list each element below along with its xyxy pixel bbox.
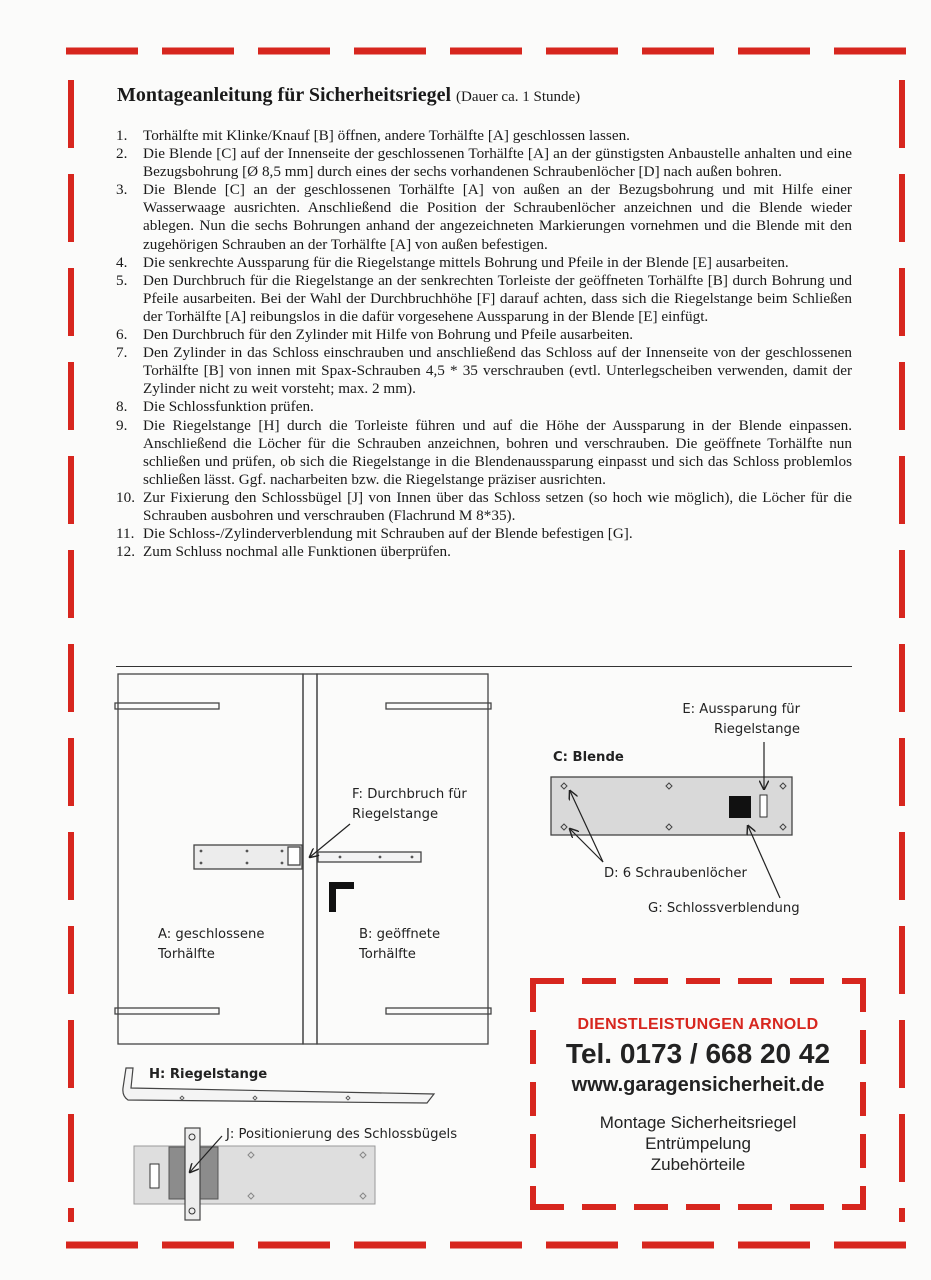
step-4: 4. Die senkrechte Aussparung für die Riegelstange mittels Bohrung und Pfeile in der Blende [E] ausarbeiten. bbox=[116, 253, 789, 271]
ad-services bbox=[530, 1112, 866, 1175]
step-10: 10. Zur Fixierung den Schlossbügel [J] von Innen über das Schloss setzen (so hoch wie möglich), die Löcher für die Schrauben ausbohren und verschrauben (Flachrund M 8*35). bbox=[116, 488, 852, 524]
label-schlossverblendung-g: G: Schlossverblendung bbox=[648, 901, 800, 916]
label-schlossbuegel-j: J: Positionierung des Schlossbügels bbox=[226, 1127, 458, 1142]
title-duration: (Dauer ca. 1 Stunde) bbox=[456, 89, 581, 105]
step-5: 5. Den Durchbruch für die Riegelstange an der senkrechten Torleiste der geöffneten Torhälfte [B] durch Bohrung und Pfeile ausarbeiten. Bei der Wahl der Durchbruchhöhe [F] darauf achten, dass sich die Riegelstange beim Schließen der Torhälfte [A] reibungslos in die dafür vorgesehene Aussparung in der Blende [E] einfügt. bbox=[116, 271, 852, 325]
step-11: 11. Die Schloss-/Zylinderverblendung mit Schrauben auf der Blende befestigen [G]. bbox=[116, 525, 633, 543]
ad-service-3: Zubehörteile bbox=[650, 1155, 746, 1174]
ad-service-2: Entrümpelung bbox=[645, 1134, 751, 1153]
ad-company-name: DIENSTLEISTUNGEN ARNOLD bbox=[577, 1016, 819, 1033]
step-12: 12. Zum Schluss nochmal alle Funktionen überprüfen. bbox=[116, 543, 451, 561]
step-2: 2. Die Blende [C] auf der Innenseite der geschlossenen Torhälfte [A] an der günstigsten Anbaustelle anhalten und eine Bezugsbohrung [Ø 8,5 mm] durch eines der sechs vorhandenen Schraubenlöcher [D] nach außen bohren. bbox=[116, 145, 852, 181]
step-1: 1. Torhälfte mit Klinke/Knauf [B] öffnen, andere Torhälfte [A] geschlossen lassen. bbox=[116, 127, 630, 144]
step-8: 8. Die Schlossfunktion prüfen. bbox=[116, 398, 314, 416]
schlossbuegel-bar bbox=[185, 1128, 200, 1220]
ad-service-1: Montage Sicherheitsriegel bbox=[599, 1113, 797, 1132]
label-schraubenloecher-d: D: 6 Schraubenlöcher bbox=[604, 866, 747, 881]
label-door-a: A: geschlossene Torhälfte bbox=[158, 927, 265, 962]
step-7: 7. Den Zylinder in das Schloss einschrauben und anschließend das Schloss auf der Innenseite von der geschlossenen Torhälfte [B] von innen mit Spax-Schrauben 4,5 * 35 verschrauben (evtl. Unterlegscheiben verwenden, damit der Zylinder nicht zu weit vorsteht; max. 2 mm). bbox=[116, 344, 852, 398]
label-blende-c: C: Blende bbox=[553, 750, 624, 765]
label-riegelstange-h: H: Riegelstange bbox=[149, 1067, 268, 1082]
title-main: Montageanleitung für Sicherheitsriegel bbox=[117, 84, 452, 106]
company-ad-box bbox=[530, 978, 866, 1210]
step-6: 6. Den Durchbruch für den Zylinder mit Hilfe von Bohrung und Pfeile ausarbeiten. bbox=[116, 326, 634, 344]
step-9: 9. Die Riegelstange [H] durch die Torleiste führen und auf die Höhe der Aussparung in der Blende einpassen. Anschließend die Löcher für die Schrauben anzeichnen, bohren und verschrauben. Die geöffnete Torhälfte nun schließen und prüfen, ob sich die Riegelstange in die Blendenaussparung einpasst und sich das Schloss problemlos schließen lässt. Ggf. nacharbeiten bzw. die Riegelstange präziser ausrichten. bbox=[116, 416, 852, 488]
label-aussparung-e: E: Aussparung für Riegelstange bbox=[682, 702, 800, 737]
label-door-b: B: geöffnete Torhälfte bbox=[359, 927, 441, 962]
ad-phone: Tel. 0173 / 668 20 42 bbox=[565, 1038, 831, 1069]
ad-website: www.garagensicherheit.de bbox=[571, 1074, 825, 1096]
step-3: 3. Die Blende [C] an der geschlossenen Torhälfte [A] von außen an der Bezugsbohrung und mit Hilfe einer Wasserwaage ausrichten. Anschließend die Position der Schraubenlöcher anzeichnen und die Blende wieder ablegen. Nun die sechs Bohrungen anhand der angezeichneten Markierungen vornehmen und die Blende mit den zugehörigen Schrauben an der Torhälfte [A] von außen befestigen. bbox=[116, 181, 852, 253]
label-durchbruch-f: F: Durchbruch für Riegelstange bbox=[352, 787, 467, 822]
